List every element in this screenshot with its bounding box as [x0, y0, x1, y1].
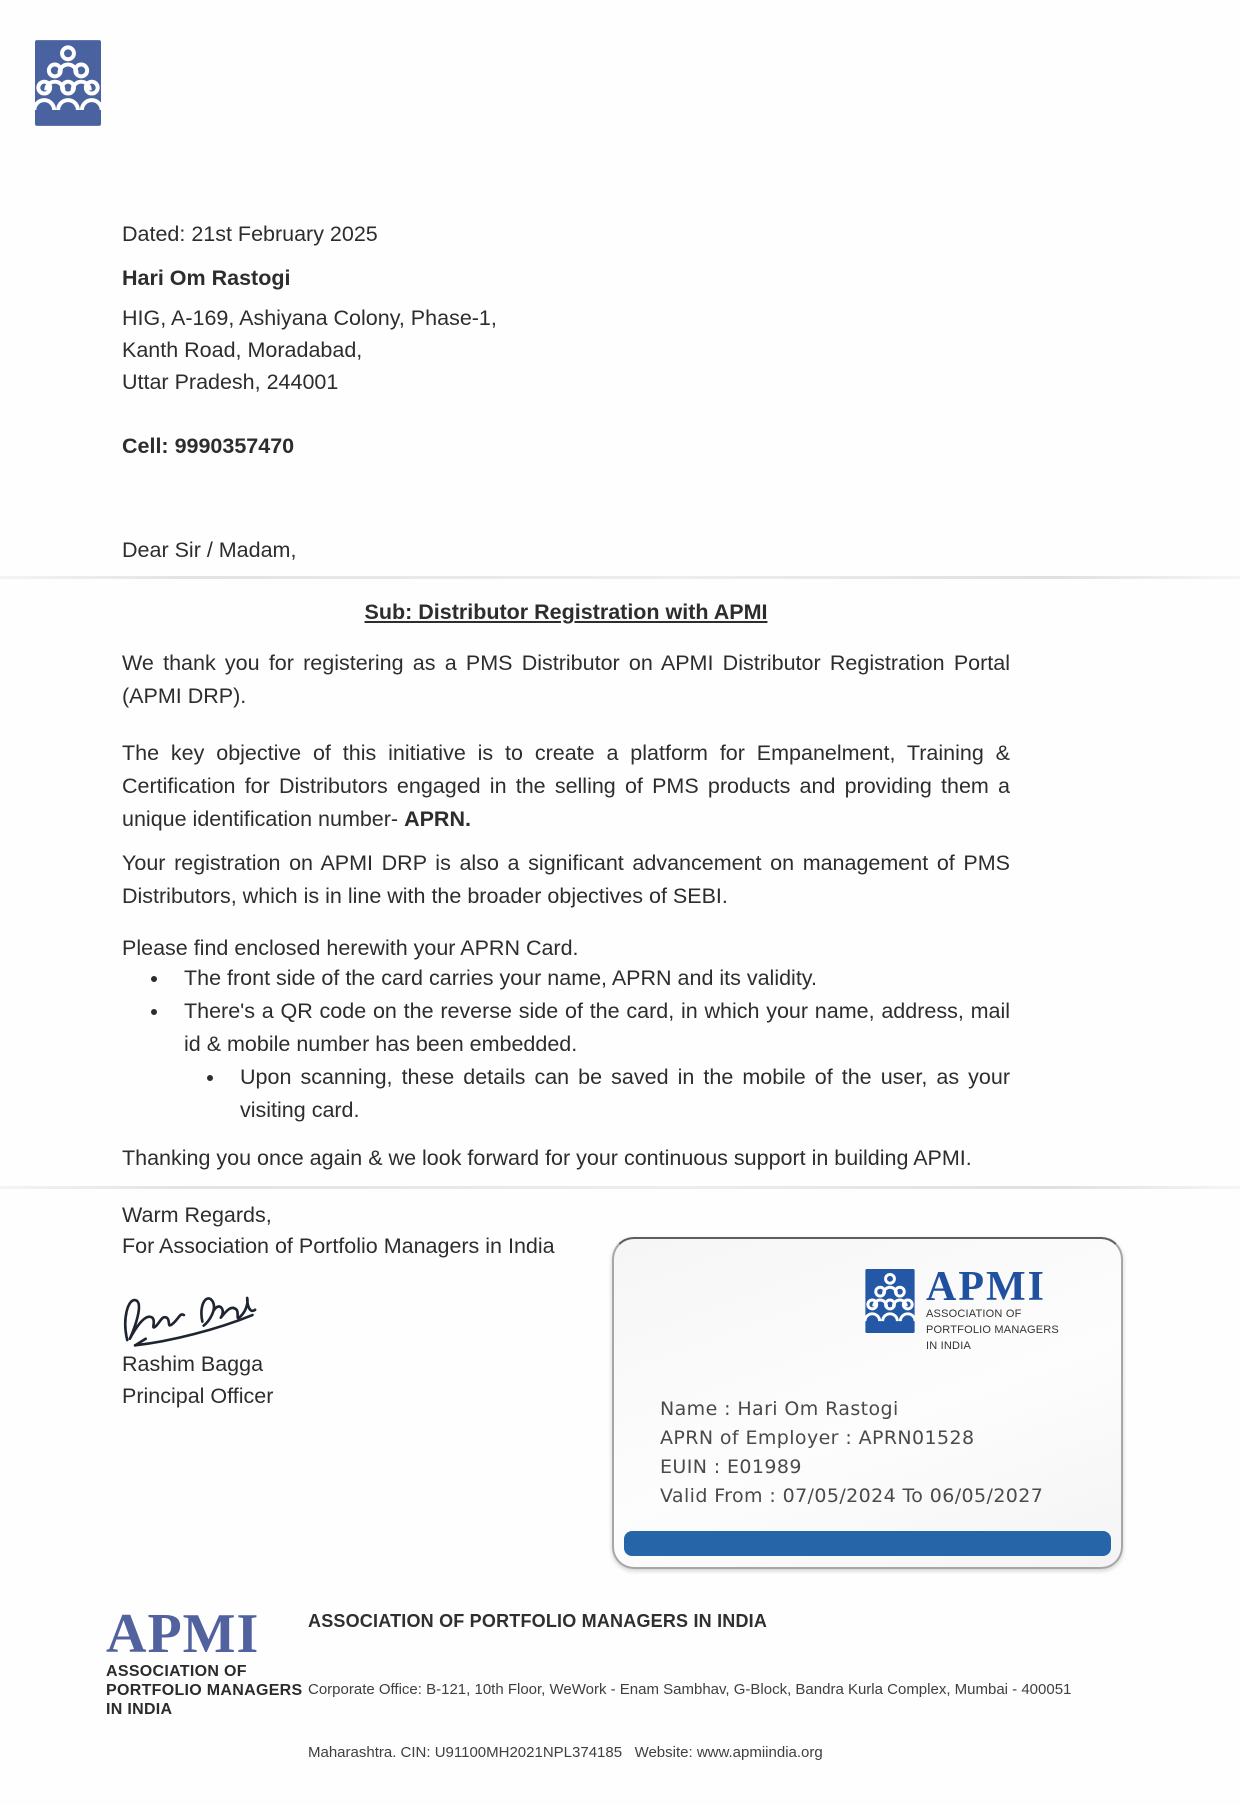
date-line: Dated: 21st February 2025 — [122, 222, 378, 246]
card-brand-subline: IN INDIA — [926, 1340, 971, 1352]
card-aprn-line: APRN of Employer : APRN01528 — [660, 1427, 975, 1449]
card-details — [660, 1395, 1043, 1511]
handwritten-signature-icon — [118, 1283, 263, 1355]
regards-line: Warm Regards, — [122, 1203, 272, 1227]
card-euin-line: EUIN : E01989 — [660, 1456, 802, 1478]
footer-address — [308, 1637, 1108, 1805]
card-brand-block — [864, 1264, 1059, 1353]
signatory-title: Principal Officer — [122, 1384, 274, 1408]
bullet-item — [170, 962, 1010, 995]
aprn-card — [612, 1237, 1123, 1569]
card-validity-line: Valid From : 07/05/2024 To 06/05/2027 — [660, 1485, 1044, 1507]
scan-crease-line — [0, 1186, 1240, 1189]
bullet-list — [122, 962, 1010, 1127]
on-behalf-line: For Association of Portfolio Managers in India — [122, 1234, 555, 1258]
footer-brand-block — [106, 1603, 303, 1719]
apmi-logo — [35, 40, 101, 131]
bullet-text: There's a QR code on the reverse side of the card, in which your name, address, mail id & mobile number has been embedded. — [184, 999, 1010, 1056]
recipient-name: Hari Om Rastogi — [122, 266, 291, 290]
card-name-line: Name : Hari Om Rastogi — [660, 1398, 899, 1420]
footer-contact-block — [308, 1611, 1108, 1805]
sub-bullet-list — [184, 1061, 1010, 1127]
bullet-item — [170, 995, 1010, 1127]
recipient-address-line: Uttar Pradesh, 244001 — [122, 370, 339, 394]
signatory-name: Rashim Bagga — [122, 1352, 264, 1376]
card-brand-subline: ASSOCIATION OF — [926, 1308, 1022, 1320]
paragraph-key-objective — [122, 737, 1010, 836]
paragraph-text: The key objective of this initiative is to create a platform for Empanelment, Training & Certification for Distributors engaged in the selling of PMS products and providing them a unique identification number- — [122, 741, 1010, 831]
paragraph-thank-you: We thank you for registering as a PMS Distributor on APMI Distributor Registration Portal (APMI DRP). — [122, 651, 1010, 708]
aprn-bold-text: APRN. — [404, 807, 471, 831]
thanks-line: Thanking you once again & we look forward for your continuous support in building APMI. — [122, 1146, 972, 1170]
card-brand-wordmark: APMI — [926, 1264, 1046, 1310]
paragraph-registration: Your registration on APMI DRP is also a significant advancement on management of PMS Distributors, which is in line with the broader objectives of SEBI. — [122, 851, 1010, 908]
signature-image — [118, 1283, 263, 1360]
salutation: Dear Sir / Madam, — [122, 538, 297, 562]
footer-address-line: Maharashtra. CIN: U91100MH2021NPL374185 Website: www.apmiindia.org — [308, 1744, 823, 1761]
recipient-address-line: HIG, A-169, Ashiyana Colony, Phase-1, — [122, 306, 497, 330]
apmi-people-pyramid-icon — [864, 1269, 916, 1333]
footer-brand-subline: ASSOCIATION OF — [106, 1663, 247, 1680]
enclosed-line: Please find enclosed herewith your APRN Card. — [122, 936, 579, 960]
footer-address-line: Corporate Office: B-121, 10th Floor, WeWork - Enam Sambhav, G-Block, Bandra Kurla Complex, Mumbai - 400051 — [308, 1681, 1072, 1698]
sub-bullet-text: Upon scanning, these details can be saved in the mobile of the user, as your visiting card. — [240, 1065, 1010, 1122]
footer-brand-subline: PORTFOLIO MANAGERS — [106, 1682, 303, 1699]
recipient-address-line: Kanth Road, Moradabad, — [122, 338, 363, 362]
scan-crease-line — [0, 576, 1240, 579]
footer-brand-subline: IN INDIA — [106, 1701, 173, 1718]
recipient-block — [122, 262, 1010, 398]
bullet-text: The front side of the card carries your name, APRN and its validity. — [184, 966, 817, 990]
apmi-people-pyramid-icon — [35, 40, 101, 126]
footer-brand-wordmark: APMI — [106, 1603, 260, 1665]
card-blue-stripe — [624, 1531, 1111, 1556]
sub-bullet-item — [226, 1061, 1010, 1127]
footer-org-name: ASSOCIATION OF PORTFOLIO MANAGERS IN INDIA — [308, 1611, 768, 1631]
cell-number-line: Cell: 9990357470 — [122, 434, 295, 458]
subject-line: Sub: Distributor Registration with APMI — [364, 600, 768, 624]
card-brand-subline: PORTFOLIO MANAGERS — [926, 1324, 1059, 1336]
